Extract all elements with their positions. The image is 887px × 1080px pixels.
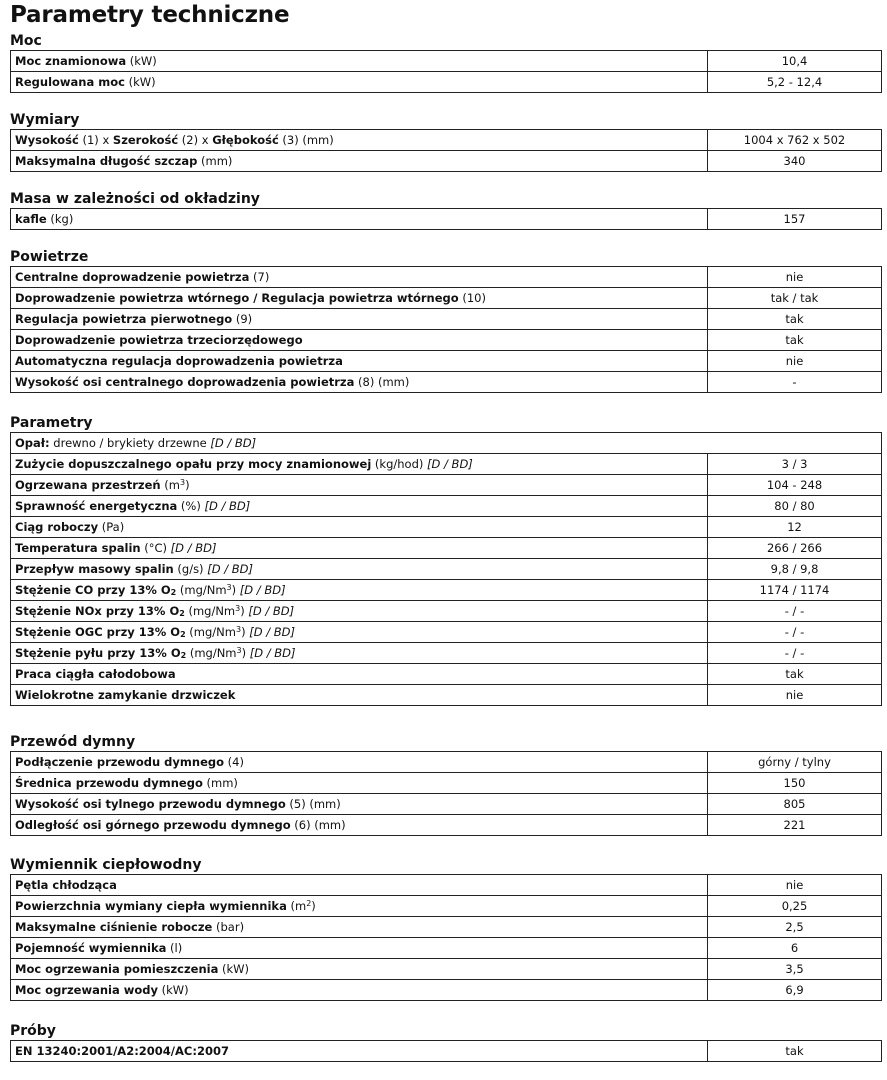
spec-table [10,50,882,93]
table-row [11,773,882,794]
parameter-value: 1004 x 762 x 502 [708,130,882,151]
parameter-label: Ciąg roboczy (Pa) [11,517,708,538]
table-row [11,267,882,288]
parameter-label: Ogrzewana przestrzeń $(m^3)$ [11,475,708,496]
table-row [11,896,882,917]
parameter-label: Średnica przewodu dymnego (mm) [11,773,708,794]
parameter-value: tak [708,1041,882,1062]
table-row [11,959,882,980]
page-title: Parametry techniczne [10,2,290,28]
parameter-label: Podłączenie przewodu dymnego (4) [11,752,708,773]
table-row [11,72,882,93]
parameter-label: Moc znamionowa (kW) [11,51,708,72]
spec-table [10,751,882,836]
table-row [11,130,882,151]
parameter-value: 5,2 - 12,4 [708,72,882,93]
parameter-value: 10,4 [708,51,882,72]
parameter-label: Stężenie OGC przy 13% $O_2$ (mg/Nm$^3$) [D / BD] [11,622,708,643]
spec-table [10,129,882,172]
parameter-value: tak [708,664,882,685]
parameter-label: Doprowadzenie powietrza wtórnego / Regulacja powietrza wtórnego (10) [11,288,708,309]
parameter-label: Wielokrotne zamykanie drzwiczek [11,685,708,706]
parameter-label: Pojemność wymiennika (l) [11,938,708,959]
spec-section [10,1022,881,1062]
table-row [11,938,882,959]
table-row [11,601,882,622]
parameter-value: 150 [708,773,882,794]
table-row [11,559,882,580]
parameter-value: 9,8 / 9,8 [708,559,882,580]
table-row [11,580,882,601]
parameter-label: kafle (kg) [11,209,708,230]
parameter-value: 6,9 [708,980,882,1001]
table-row [11,917,882,938]
section-heading: Moc [10,33,42,49]
parameter-value: - / - [708,643,882,664]
parameter-label: Praca ciągła całodobowa [11,664,708,685]
parameter-value: 1174 / 1174 [708,580,882,601]
parameter-label: Automatyczna regulacja doprowadzenia powietrza [11,351,708,372]
table-row [11,643,882,664]
spec-section [10,248,881,393]
parameter-label: Pętla chłodząca [11,875,708,896]
parameter-label: Doprowadzenie powietrza trzeciorzędowego [11,330,708,351]
spec-table [10,208,882,230]
parameter-label: Zużycie dopuszczalnego opału przy mocy znamionowej (kg/hod) [D / BD] [11,454,708,475]
table-row [11,496,882,517]
table-row [11,622,882,643]
parameter-label: Odległość osi górnego przewodu dymnego (6) (mm) [11,815,708,836]
table-row [11,51,882,72]
parameter-value: - / - [708,622,882,643]
parameter-label: Moc ogrzewania wody (kW) [11,980,708,1001]
spec-section [10,32,881,93]
parameter-value: 3,5 [708,959,882,980]
parameter-label: Opał: drewno / brykiety drzewne [D / BD] [11,433,882,454]
spec-table [10,1040,882,1062]
table-row [11,980,882,1001]
spec-section [10,190,881,230]
parameter-value: górny / tylny [708,752,882,773]
parameter-value: 266 / 266 [708,538,882,559]
parameter-value: 0,25 [708,896,882,917]
parameter-value: 221 [708,815,882,836]
parameter-value: nie [708,267,882,288]
table-row [11,664,882,685]
table-row [11,794,882,815]
parameter-label: Stężenie NOx przy 13% $O_2$ (mg/Nm$^3$) [D / BD] [11,601,708,622]
parameter-value: tak [708,309,882,330]
table-row [11,752,882,773]
table-row [11,309,882,330]
table-row [11,1041,882,1062]
spec-table [10,874,882,1001]
parameter-value: tak [708,330,882,351]
parameter-value: - / - [708,601,882,622]
parameter-value: tak / tak [708,288,882,309]
table-row [11,475,882,496]
parameter-label: Wysokość osi centralnego doprowadzenia powietrza (8) (mm) [11,372,708,393]
parameter-label: Wysokość osi tylnego przewodu dymnego (5) (mm) [11,794,708,815]
spec-section [10,111,881,172]
spec-table [10,432,882,706]
parameter-label: Moc ogrzewania pomieszczenia (kW) [11,959,708,980]
table-row [11,209,882,230]
table-row [11,454,882,475]
table-row [11,815,882,836]
table-row [11,875,882,896]
parameter-value: nie [708,685,882,706]
parameter-value: 157 [708,209,882,230]
parameter-label: Maksymalne ciśnienie robocze (bar) [11,917,708,938]
table-row [11,151,882,172]
spec-table [10,266,882,393]
parameter-value: - [708,372,882,393]
parameter-value: 2,5 [708,917,882,938]
spec-section [10,856,881,1001]
parameter-value: 3 / 3 [708,454,882,475]
parameter-label: Powierzchnia wymiany ciepła wymiennika $(m^2)$ [11,896,708,917]
section-heading: Masa w zależności od okładziny [10,191,260,207]
parameter-label: Sprawność energetyczna (%) [D / BD] [11,496,708,517]
parameter-value: nie [708,351,882,372]
parameter-label: Regulacja powietrza pierwotnego (9) [11,309,708,330]
table-row [11,538,882,559]
table-row [11,330,882,351]
parameter-label: Przepływ masowy spalin (g/s) [D / BD] [11,559,708,580]
section-heading: Powietrze [10,249,89,265]
parameter-value: 340 [708,151,882,172]
section-heading: Parametry [10,415,93,431]
parameter-label: Temperatura spalin (°C) [D / BD] [11,538,708,559]
table-row [11,433,882,454]
spec-section [10,414,881,706]
parameter-label: Maksymalna długość szczap (mm) [11,151,708,172]
section-heading: Próby [10,1023,56,1039]
table-row [11,517,882,538]
parameter-label: Centralne doprowadzenie powietrza (7) [11,267,708,288]
table-row [11,351,882,372]
table-row [11,372,882,393]
table-row [11,685,882,706]
section-heading: Przewód dymny [10,734,136,750]
parameter-label: Regulowana moc (kW) [11,72,708,93]
parameter-label: Stężenie CO przy 13% $O_2$ (mg/Nm$^3$) [D / BD] [11,580,708,601]
section-heading: Wymiennik ciepłowodny [10,857,202,873]
parameter-value: nie [708,875,882,896]
parameter-value: 805 [708,794,882,815]
parameter-value: 6 [708,938,882,959]
parameter-value: 104 - 248 [708,475,882,496]
parameter-value: 80 / 80 [708,496,882,517]
parameter-value: 12 [708,517,882,538]
table-row [11,288,882,309]
parameter-label: EN 13240:2001/A2:2004/AC:2007 [11,1041,708,1062]
spec-section [10,733,881,836]
parameter-label: Stężenie pyłu przy 13% $O_2$ (mg/Nm$^3$) [D / BD] [11,643,708,664]
parameter-label: Wysokość (1) x Szerokość (2) x Głębokość (3) (mm) [11,130,708,151]
section-heading: Wymiary [10,112,80,128]
